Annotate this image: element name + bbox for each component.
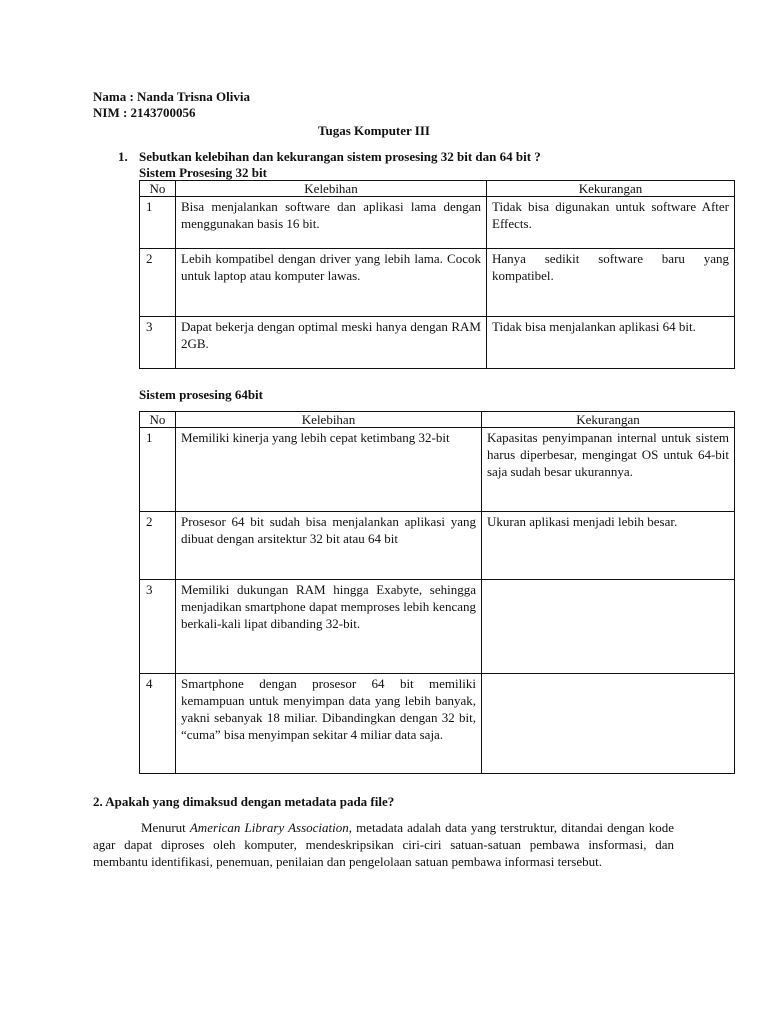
table-row <box>140 580 735 674</box>
row-kekurangan: Hanya sedikit software baru yang kompatibel. <box>487 249 735 317</box>
row-kekurangan: Kapasitas penyimpanan internal untuk sistem harus diperbesar, mengingat OS untuk 64-bit saja sudah besar ukurannya. <box>482 428 735 512</box>
question-1-text: Sebutkan kelebihan dan kekurangan sistem prosesing 32 bit dan 64 bit ? <box>139 149 541 164</box>
row-no: 2 <box>140 249 176 317</box>
table-64bit <box>139 411 735 774</box>
row-no: 4 <box>140 674 176 774</box>
answer-rest: , metadata adalah data yang terstruktur, ditandai dengan kode agar dapat diproses oleh komputer, mendeskripsikan ciri-ciri satuan-satuan pembawa insformasi, dan membantu identifikasi, penemuan, penilaian dan pengelolaan satuan pembawa informasi tersebut. <box>93 820 674 869</box>
question-2-heading: 2. Apakah yang dimaksud dengan metadata pada file? <box>93 794 395 809</box>
row-kekurangan <box>482 674 735 774</box>
table-64bit-caption: Sistem prosesing 64bit <box>139 387 263 402</box>
row-kelebihan: Dapat bekerja dengan optimal meski hanya dengan RAM 2GB. <box>176 317 487 369</box>
col-header-no: No <box>140 412 176 428</box>
row-kelebihan: Bisa menjalankan software dan aplikasi lama dengan menggunakan basis 16 bit. <box>176 197 487 249</box>
question-1-number: 1. <box>118 149 128 164</box>
table-header-row <box>140 181 735 197</box>
row-no: 1 <box>140 197 176 249</box>
col-header-kelebihan: Kelebihan <box>176 181 487 197</box>
col-header-kelebihan: Kelebihan <box>176 412 482 428</box>
answer-source: American Library Association <box>189 820 349 835</box>
col-header-no: No <box>140 181 176 197</box>
table-32bit-caption: Sistem Prosesing 32 bit <box>139 165 267 180</box>
row-no: 1 <box>140 428 176 512</box>
row-kelebihan: Memiliki kinerja yang lebih cepat ketimbang 32-bit <box>176 428 482 512</box>
col-header-kekurangan: Kekurangan <box>482 412 735 428</box>
table-row <box>140 428 735 512</box>
answer-prefix: Menurut <box>141 820 190 835</box>
table-row <box>140 317 735 369</box>
row-no: 2 <box>140 512 176 580</box>
table-row <box>140 197 735 249</box>
student-name: Nama : Nanda Trisna Olivia <box>93 89 250 104</box>
table-header-row <box>140 412 735 428</box>
table-row <box>140 674 735 774</box>
row-kelebihan: Prosesor 64 bit sudah bisa menjalankan aplikasi yang dibuat dengan arsitektur 32 bit atau 64 bit <box>176 512 482 580</box>
row-kekurangan <box>482 580 735 674</box>
table-32bit <box>139 180 735 369</box>
row-kelebihan: Smartphone dengan prosesor 64 bit memiliki kemampuan untuk menyimpan data yang lebih banyak, yakni sebanyak 18 miliar. Dibandingkan dengan 32 bit, “cuma” bisa menyimpan sekitar 4 miliar data saja. <box>176 674 482 774</box>
document-title: Tugas Komputer III <box>318 123 430 138</box>
question-2-answer <box>93 819 674 870</box>
table-row <box>140 512 735 580</box>
row-kekurangan: Ukuran aplikasi menjadi lebih besar. <box>482 512 735 580</box>
student-nim: NIM : 2143700056 <box>93 105 196 120</box>
table-row <box>140 249 735 317</box>
row-kelebihan: Lebih kompatibel dengan driver yang lebih lama. Cocok untuk laptop atau komputer lawas. <box>176 249 487 317</box>
col-header-kekurangan: Kekurangan <box>487 181 735 197</box>
row-kekurangan: Tidak bisa menjalankan aplikasi 64 bit. <box>487 317 735 369</box>
row-kekurangan: Tidak bisa digunakan untuk software After Effects. <box>487 197 735 249</box>
row-kelebihan: Memiliki dukungan RAM hingga Exabyte, sehingga menjadikan smartphone dapat memproses lebih kencang berkali-kali lipat dibanding 32-bit. <box>176 580 482 674</box>
row-no: 3 <box>140 317 176 369</box>
row-no: 3 <box>140 580 176 674</box>
